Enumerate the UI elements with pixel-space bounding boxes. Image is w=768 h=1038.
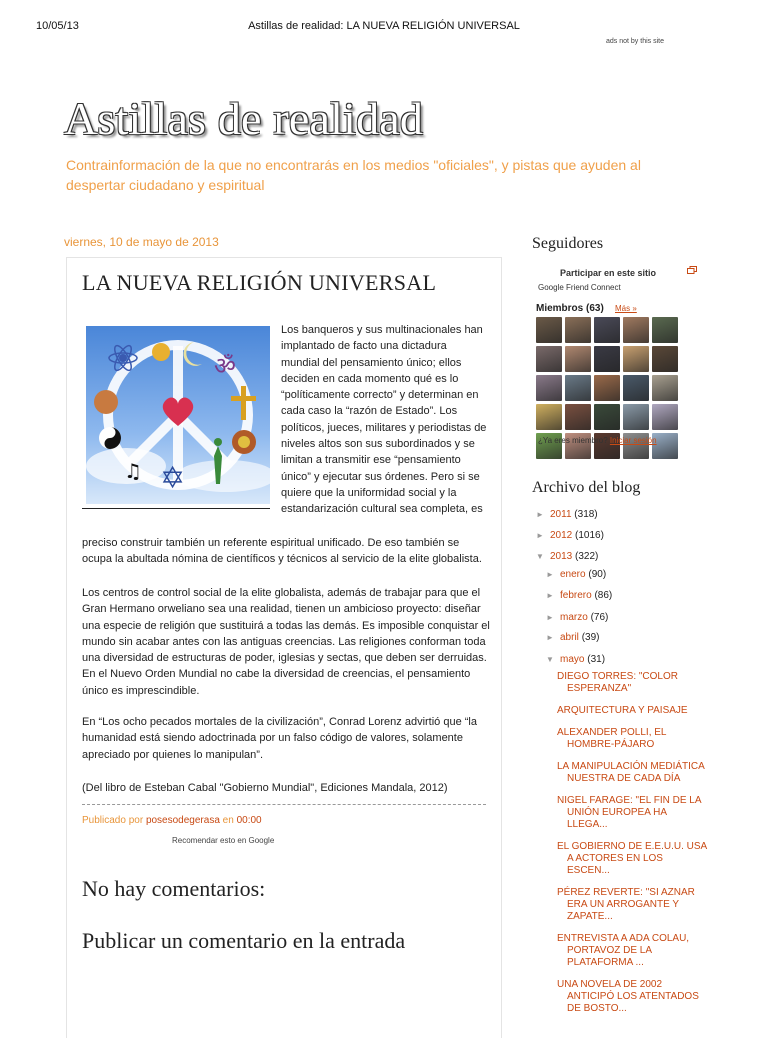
post-paragraph-2: Los centros de control social de la elite globalista, además de trabajar para que el Gran Hermano orweliano sea una realidad, tienen un ambicioso proyecto: diseñar una especie de religión que sustituirá a todas las demás. Es imposible conquistar el mundo sin acabar antes con las antiguas creencias. Las religiones conforman toda una diversidad de estructuras de poder, iglesias y sectas, que deben ser derruidas. En el Nuevo Orden Mundial no cabe la diversidad de creencias, el pensamiento único es imprescindible. <box>82 587 490 697</box>
archive-month-marzo[interactable]: ► marzo (76) <box>546 612 609 623</box>
member-avatar[interactable] <box>623 346 649 372</box>
post-time-link[interactable]: 00:00 <box>236 815 262 826</box>
post-source: (Del libro de Esteban Cabal "Gobierno Mundial", Ediciones Mandala, 2012) <box>82 782 448 794</box>
post-separator <box>82 804 486 805</box>
archive-month-abril[interactable]: ► abril (39) <box>546 632 600 643</box>
peace-religions-image <box>86 326 270 504</box>
already-member-label: ¿Ya eres miembro? <box>538 436 608 445</box>
image-underline <box>82 508 270 509</box>
collapse-arrow-icon[interactable]: ▼ <box>536 552 544 561</box>
archive-year-2011[interactable]: ► 2011 (318) <box>536 509 598 520</box>
post-body-intro: Los banqueros y sus multinacionales han implantado de facto una dictadura mundial del pensamiento único; ellos deciden en cada momento qué es lo “políticamente correcto” y determinan en cada caso la “razón de Estado”. Los políticos, jueces, militares y periodistas de niveles altos son sus subordinados y se limitan a transmitir ese “pensamiento único” y ejecutar sus órdenes. Pero si se quiere que la uniformidad social y la estandarización cultural sea completa, es <box>281 324 487 516</box>
member-avatar[interactable] <box>594 317 620 343</box>
post-author-link[interactable]: posesodegerasa <box>145 815 220 826</box>
at-label: en <box>222 815 234 826</box>
member-avatar[interactable] <box>623 404 649 430</box>
archive-year-2012[interactable]: ► 2012 (1016) <box>536 530 604 541</box>
blog-title[interactable]: Astillas de realidad <box>64 93 424 144</box>
post-paragraph-3: En “Los ocho pecados mortales de la civilización”, Conrad Lorenz advirtió que “la humanidad está siendo adoctrinada por un falso código de valores, solamente apreciado por quienes lo manipulan”. <box>82 716 477 761</box>
participate-link[interactable]: Participar en este sitio <box>560 268 657 278</box>
comments-heading: No hay comentarios: <box>82 876 266 901</box>
member-avatar[interactable] <box>565 375 591 401</box>
ads-note: ads not by this site <box>606 38 664 45</box>
archive-post-link[interactable]: DIEGO TORRES: "COLOR ESPERANZA" <box>557 671 678 694</box>
member-avatar[interactable] <box>652 375 678 401</box>
expand-arrow-icon[interactable]: ► <box>536 510 544 519</box>
archive-post-link[interactable]: EL GOBIERNO DE E.E.U.U. USA A ACTORES EN LOS ESCEN... <box>557 841 707 876</box>
expand-arrow-icon[interactable]: ► <box>546 633 554 642</box>
archive-heading: Archivo del blog <box>532 479 641 496</box>
member-avatar[interactable] <box>536 346 562 372</box>
archive-year-2013[interactable]: ▼ 2013 (322) <box>536 551 599 562</box>
svg-text:♫: ♫ <box>124 459 142 483</box>
archive-posts-list <box>557 671 707 1025</box>
expand-arrow-icon[interactable]: ► <box>536 531 544 540</box>
member-avatar[interactable] <box>594 346 620 372</box>
member-avatar[interactable] <box>652 317 678 343</box>
archive-post-link[interactable]: ALEXANDER POLLI, EL HOMBRE-PÁJARO <box>557 727 667 750</box>
expand-arrow-icon[interactable]: ► <box>546 570 554 579</box>
member-avatar[interactable] <box>623 317 649 343</box>
member-avatar[interactable] <box>594 404 620 430</box>
svg-text:✡: ✡ <box>160 461 186 496</box>
post-paragraph-1: preciso construir también un referente espiritual unificado. De eso también se ocupa la abultada nómina de científicos y técnicos al servicio de la elite globalista. <box>82 537 482 566</box>
archive-post-link[interactable]: UNA NOVELA DE 2002 ANTICIPÓ LOS ATENTADOS DE BOSTO... <box>557 979 699 1014</box>
archive-post-link[interactable]: NIGEL FARAGE: "EL FIN DE LA UNIÓN EUROPEA HA LLEGA... <box>557 795 701 830</box>
svg-text:ॐ: ॐ <box>214 352 236 380</box>
archive-month-enero[interactable]: ► enero (90) <box>546 569 607 580</box>
member-avatar[interactable] <box>652 404 678 430</box>
popup-icon[interactable] <box>687 266 697 274</box>
archive-month-mayo[interactable]: ▼ mayo (31) <box>546 654 606 665</box>
member-avatar[interactable] <box>594 375 620 401</box>
blog-description: Contrainformación de la que no encontrarás en los medios "oficiales", y pistas que ayuden al despertar ciudadano y espiritual <box>66 157 641 193</box>
published-by-label: Publicado por <box>82 815 144 826</box>
archive-post-link[interactable]: PÉREZ REVERTE: "SI AZNAR ERA UN ARROGANTE Y ZAPATE... <box>557 887 695 922</box>
expand-arrow-icon[interactable]: ► <box>546 591 554 600</box>
recommend-google-link[interactable]: Recomendar esto en Google <box>172 836 275 845</box>
member-avatar[interactable] <box>536 404 562 430</box>
member-avatar[interactable] <box>652 346 678 372</box>
post-footer <box>82 815 262 826</box>
archive-post-link[interactable]: LA MANIPULACIÓN MEDIÁTICA NUESTRA DE CADA DÍA <box>557 761 705 784</box>
member-avatar[interactable] <box>536 375 562 401</box>
expand-arrow-icon[interactable]: ► <box>546 613 554 622</box>
member-avatar[interactable] <box>623 375 649 401</box>
member-signin <box>538 436 657 445</box>
member-avatar[interactable] <box>565 346 591 372</box>
collapse-arrow-icon[interactable]: ▼ <box>546 655 554 664</box>
member-avatar[interactable] <box>565 317 591 343</box>
post-title[interactable]: LA NUEVA RELIGIÓN UNIVERSAL <box>82 270 437 295</box>
member-avatar[interactable] <box>565 404 591 430</box>
member-avatar[interactable] <box>536 317 562 343</box>
followers-heading: Seguidores <box>532 235 604 252</box>
members-count: Miembros (63) <box>536 303 604 314</box>
archive-post-link[interactable]: ENTREVISTA A ADA COLAU, PORTAVOZ DE LA PLATAFORMA ... <box>557 933 690 968</box>
post-date: viernes, 10 de mayo de 2013 <box>64 235 219 249</box>
archive-post-link[interactable]: ARQUITECTURA Y PAISAJE <box>557 705 688 716</box>
post-comment-heading: Publicar un comentario en la entrada <box>82 928 406 953</box>
members-more-link[interactable]: Más » <box>615 304 637 313</box>
signin-link[interactable]: Iniciar sesión <box>609 436 657 445</box>
print-title: Astillas de realidad: LA NUEVA RELIGIÓN UNIVERSAL <box>248 20 520 32</box>
archive-month-febrero[interactable]: ► febrero (86) <box>546 590 613 601</box>
gfc-label: Google Friend Connect <box>538 283 621 292</box>
print-date: 10/05/13 <box>36 20 79 32</box>
